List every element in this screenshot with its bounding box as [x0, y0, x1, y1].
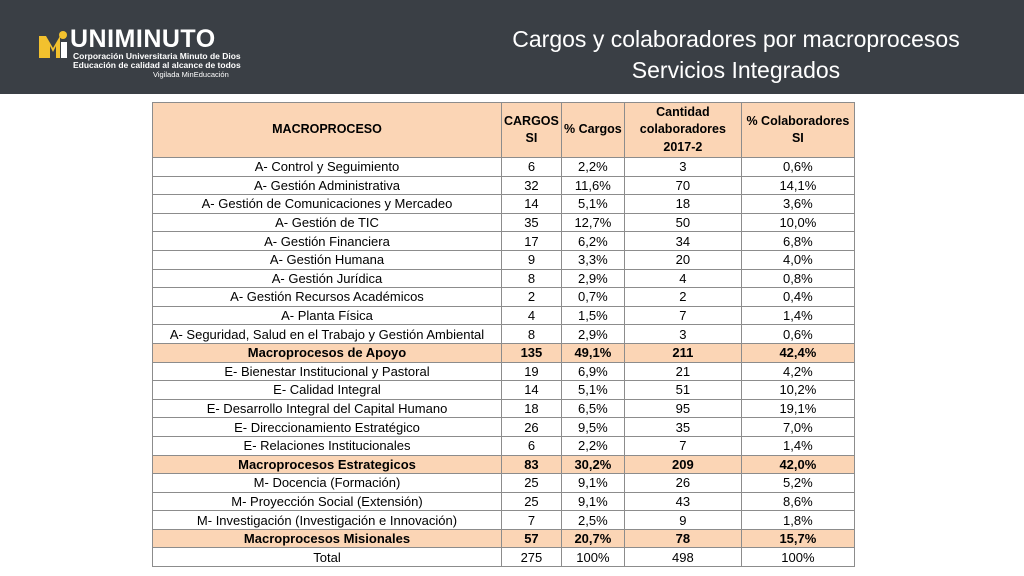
- table-row: [153, 250, 855, 269]
- pct-colaboradores-cell: 1,4%: [741, 306, 854, 325]
- pct-cargos-cell: 9,5%: [561, 418, 624, 437]
- macroproceso-cell: E- Direccionamiento Estratégico: [153, 418, 502, 437]
- macroproceso-cell: A- Seguridad, Salud en el Trabajo y Gestión Ambiental: [153, 325, 502, 344]
- cargos-cell: 14: [502, 381, 562, 400]
- header-cantidad-colaboradores: Cantidad colaboradores 2017-2: [624, 103, 741, 158]
- macroproceso-cell: M- Proyección Social (Extensión): [153, 492, 502, 511]
- pct-cargos-cell: 2,2%: [561, 436, 624, 455]
- table-body: [153, 158, 855, 567]
- pct-colaboradores-cell: 5,2%: [741, 474, 854, 493]
- page-title: [486, 24, 986, 86]
- pct-cargos-cell: 1,5%: [561, 306, 624, 325]
- colaboradores-cell: 34: [624, 232, 741, 251]
- colaboradores-cell: 209: [624, 455, 741, 474]
- cargos-cell: 18: [502, 399, 562, 418]
- pct-colaboradores-cell: 100%: [741, 548, 854, 567]
- cargos-cell: 32: [502, 176, 562, 195]
- macroproceso-cell: A- Control y Seguimiento: [153, 158, 502, 177]
- table-row: [153, 213, 855, 232]
- macroproceso-cell: A- Gestión de Comunicaciones y Mercadeo: [153, 195, 502, 214]
- macroproceso-cell: Total: [153, 548, 502, 567]
- logo-tagline-2: Educación de calidad al alcance de todos: [73, 60, 241, 70]
- pct-colaboradores-cell: 4,0%: [741, 250, 854, 269]
- pct-colaboradores-cell: 19,1%: [741, 399, 854, 418]
- macroprocess-table: [152, 102, 855, 567]
- header-pct-cargos: % Cargos: [561, 103, 624, 158]
- subtotal-row: [153, 529, 855, 548]
- colaboradores-cell: 95: [624, 399, 741, 418]
- cargos-cell: 26: [502, 418, 562, 437]
- pct-colaboradores-cell: 10,0%: [741, 213, 854, 232]
- colaboradores-cell: 3: [624, 325, 741, 344]
- colaboradores-cell: 43: [624, 492, 741, 511]
- table-row: [153, 232, 855, 251]
- header-pct-colaboradores: % Colaboradores SI: [741, 103, 854, 158]
- colaboradores-cell: 7: [624, 306, 741, 325]
- macroproceso-cell: E- Desarrollo Integral del Capital Humano: [153, 399, 502, 418]
- table-row: [153, 176, 855, 195]
- pct-colaboradores-cell: 42,4%: [741, 343, 854, 362]
- pct-colaboradores-cell: 8,6%: [741, 492, 854, 511]
- colaboradores-cell: 3: [624, 158, 741, 177]
- macroproceso-cell: Macroprocesos Estrategicos: [153, 455, 502, 474]
- header-cargos-si: CARGOS SI: [502, 103, 562, 158]
- colaboradores-cell: 35: [624, 418, 741, 437]
- macroproceso-cell: A- Planta Física: [153, 306, 502, 325]
- logo-tagline-3: Vigilada MinEducación: [153, 70, 229, 79]
- pct-colaboradores-cell: 7,0%: [741, 418, 854, 437]
- pct-cargos-cell: 20,7%: [561, 529, 624, 548]
- pct-cargos-cell: 6,5%: [561, 399, 624, 418]
- cargos-cell: 8: [502, 269, 562, 288]
- cargos-cell: 14: [502, 195, 562, 214]
- subtotal-row: [153, 343, 855, 362]
- table-row: [153, 399, 855, 418]
- pct-colaboradores-cell: 0,8%: [741, 269, 854, 288]
- pct-colaboradores-cell: 0,6%: [741, 158, 854, 177]
- pct-colaboradores-cell: 1,4%: [741, 436, 854, 455]
- table-row: [153, 195, 855, 214]
- colaboradores-cell: 211: [624, 343, 741, 362]
- logo-tagline-1: Corporación Universitaria Minuto de Dios: [73, 51, 241, 61]
- macroproceso-cell: A- Gestión Jurídica: [153, 269, 502, 288]
- table-header-row: [153, 103, 855, 158]
- colaboradores-cell: 20: [624, 250, 741, 269]
- colaboradores-cell: 78: [624, 529, 741, 548]
- pct-colaboradores-cell: 3,6%: [741, 195, 854, 214]
- header-macroproceso: MACROPROCESO: [153, 103, 502, 158]
- cargos-cell: 17: [502, 232, 562, 251]
- subtotal-row: [153, 455, 855, 474]
- table-row: [153, 306, 855, 325]
- colaboradores-cell: 26: [624, 474, 741, 493]
- pct-cargos-cell: 6,9%: [561, 362, 624, 381]
- pct-colaboradores-cell: 0,6%: [741, 325, 854, 344]
- table-row: [153, 381, 855, 400]
- macroproceso-cell: A- Gestión Recursos Académicos: [153, 288, 502, 307]
- pct-cargos-cell: 11,6%: [561, 176, 624, 195]
- table-row: [153, 158, 855, 177]
- pct-cargos-cell: 2,9%: [561, 269, 624, 288]
- md-logo-icon: [36, 28, 70, 62]
- uniminuto-logo: [36, 22, 241, 79]
- total-row: [153, 548, 855, 567]
- macroproceso-cell: E- Bienestar Institucional y Pastoral: [153, 362, 502, 381]
- cargos-cell: 6: [502, 158, 562, 177]
- pct-cargos-cell: 30,2%: [561, 455, 624, 474]
- cargos-cell: 9: [502, 250, 562, 269]
- pct-cargos-cell: 0,7%: [561, 288, 624, 307]
- colaboradores-cell: 51: [624, 381, 741, 400]
- table-row: [153, 269, 855, 288]
- cargos-cell: 6: [502, 436, 562, 455]
- colaboradores-cell: 70: [624, 176, 741, 195]
- table-row: [153, 362, 855, 381]
- colaboradores-cell: 21: [624, 362, 741, 381]
- pct-colaboradores-cell: 4,2%: [741, 362, 854, 381]
- pct-cargos-cell: 12,7%: [561, 213, 624, 232]
- macroproceso-cell: A- Gestión Administrativa: [153, 176, 502, 195]
- pct-colaboradores-cell: 0,4%: [741, 288, 854, 307]
- macroproceso-cell: A- Gestión Financiera: [153, 232, 502, 251]
- title-line-2: Servicios Integrados: [631, 57, 841, 83]
- pct-cargos-cell: 2,5%: [561, 511, 624, 530]
- pct-colaboradores-cell: 42,0%: [741, 455, 854, 474]
- colaboradores-cell: 7: [624, 436, 741, 455]
- pct-colaboradores-cell: 6,8%: [741, 232, 854, 251]
- macroproceso-cell: E- Calidad Integral: [153, 381, 502, 400]
- macroproceso-cell: M- Docencia (Formación): [153, 474, 502, 493]
- title-line-1: Cargos y colaboradores por macroprocesos: [512, 26, 960, 52]
- cargos-cell: 57: [502, 529, 562, 548]
- table-row: [153, 436, 855, 455]
- pct-cargos-cell: 5,1%: [561, 381, 624, 400]
- cargos-cell: 19: [502, 362, 562, 381]
- cargos-cell: 7: [502, 511, 562, 530]
- pct-cargos-cell: 3,3%: [561, 250, 624, 269]
- cargos-cell: 25: [502, 492, 562, 511]
- cargos-cell: 25: [502, 474, 562, 493]
- pct-colaboradores-cell: 14,1%: [741, 176, 854, 195]
- header-bar: [0, 0, 1024, 94]
- pct-colaboradores-cell: 10,2%: [741, 381, 854, 400]
- pct-cargos-cell: 49,1%: [561, 343, 624, 362]
- cargos-cell: 83: [502, 455, 562, 474]
- macroproceso-cell: Macroprocesos Misionales: [153, 529, 502, 548]
- cargos-cell: 35: [502, 213, 562, 232]
- colaboradores-cell: 9: [624, 511, 741, 530]
- macroproceso-cell: Macroprocesos de Apoyo: [153, 343, 502, 362]
- macroproceso-cell: A- Gestión Humana: [153, 250, 502, 269]
- cargos-cell: 8: [502, 325, 562, 344]
- table-row: [153, 418, 855, 437]
- pct-cargos-cell: 9,1%: [561, 492, 624, 511]
- pct-cargos-cell: 100%: [561, 548, 624, 567]
- cargos-cell: 4: [502, 306, 562, 325]
- cargos-cell: 2: [502, 288, 562, 307]
- pct-cargos-cell: 2,2%: [561, 158, 624, 177]
- colaboradores-cell: 50: [624, 213, 741, 232]
- macroprocess-table-wrapper: [152, 102, 855, 567]
- colaboradores-cell: 18: [624, 195, 741, 214]
- macroproceso-cell: M- Investigación (Investigación e Innovación): [153, 511, 502, 530]
- table-row: [153, 511, 855, 530]
- pct-cargos-cell: 2,9%: [561, 325, 624, 344]
- macroproceso-cell: A- Gestión de TIC: [153, 213, 502, 232]
- pct-colaboradores-cell: 1,8%: [741, 511, 854, 530]
- logo-name: UNIMINUTO: [70, 25, 216, 53]
- pct-cargos-cell: 9,1%: [561, 474, 624, 493]
- pct-cargos-cell: 5,1%: [561, 195, 624, 214]
- colaboradores-cell: 2: [624, 288, 741, 307]
- colaboradores-cell: 4: [624, 269, 741, 288]
- colaboradores-cell: 498: [624, 548, 741, 567]
- table-row: [153, 325, 855, 344]
- macroproceso-cell: E- Relaciones Institucionales: [153, 436, 502, 455]
- pct-cargos-cell: 6,2%: [561, 232, 624, 251]
- cargos-cell: 135: [502, 343, 562, 362]
- table-row: [153, 288, 855, 307]
- pct-colaboradores-cell: 15,7%: [741, 529, 854, 548]
- table-row: [153, 474, 855, 493]
- table-row: [153, 492, 855, 511]
- cargos-cell: 275: [502, 548, 562, 567]
